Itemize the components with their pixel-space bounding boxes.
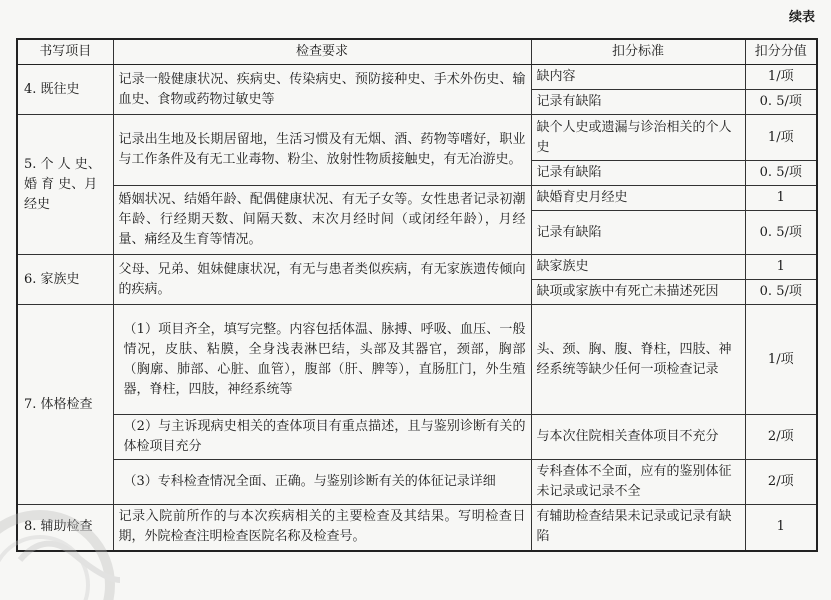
item-physical-exam: 7. 体格检查: [17, 305, 113, 505]
deduction-cell: 缺项或家族中有死亡未描述死因: [531, 280, 745, 305]
table-row: [17, 305, 817, 415]
score-cell: 2/项: [745, 415, 817, 460]
header-item: 书写项目: [17, 39, 113, 65]
deduction-cell: 头、颈、胸、腹、脊柱，四肢、神经系统等缺少任何一项检查记录: [531, 305, 745, 415]
score-cell: 1: [745, 186, 817, 211]
score-cell: 1/项: [745, 115, 817, 161]
table-row: [17, 115, 817, 161]
requirement-cell: 记录一般健康状况、疾病史、传染病史、预防接种史、手术外伤史、输血史、食物或药物过敏史等: [113, 65, 531, 115]
deduction-cell: 记录有缺陷: [531, 90, 745, 115]
item-auxiliary-exam: 8. 辅助检查: [17, 505, 113, 551]
scoring-table: [16, 38, 818, 552]
deduction-cell: 有辅助检查结果未记录或记录有缺陷: [531, 505, 745, 551]
requirement-cell: （1）项目齐全，填写完整。内容包括体温、脉搏、呼吸、血压、一般情况，皮肤、粘膜，全身浅表淋巴结，头部及其器官，颈部，胸部（胸廓、肺部、心脏、血管），腹部（肝、脾等），直肠肛门，外生殖器，脊柱，四肢，神经系统等: [113, 305, 531, 415]
deduction-cell: 缺内容: [531, 65, 745, 90]
deduction-cell: 与本次住院相关查体项目不充分: [531, 415, 745, 460]
requirement-cell: （2）与主诉现病史相关的查体项目有重点描述，且与鉴别诊断有关的体检项目充分: [113, 415, 531, 460]
table-row: [17, 415, 817, 460]
score-cell: 1: [745, 255, 817, 280]
deduction-cell: 记录有缺陷: [531, 211, 745, 255]
item-family-history: 6. 家族史: [17, 255, 113, 305]
deduction-cell: 专科查体不全面，应有的鉴别体征未记录或记录不全: [531, 460, 745, 505]
requirement-cell: 父母、兄弟、姐妹健康状况，有无与患者类似疾病，有无家族遗传倾向的疾病。: [113, 255, 531, 305]
requirement-cell: 记录入院前所作的与本次疾病相关的主要检查及其结果。写明检查日期，外院检查注明检查医院名称及检查号。: [113, 505, 531, 551]
header-deduction: 扣分标准: [531, 39, 745, 65]
table-row: [17, 460, 817, 505]
header-requirement: 检查要求: [113, 39, 531, 65]
header-score: 扣分分值: [745, 39, 817, 65]
score-cell: 1/项: [745, 65, 817, 90]
item-personal-history: 5. 个 人 史、婚 育 史、月经史: [17, 115, 113, 255]
requirement-cell: 记录出生地及长期居留地，生活习惯及有无烟、酒、药物等嗜好，职业与工作条件及有无工业毒物、粉尘、放射性物质接触史，有无冶游史。: [113, 115, 531, 186]
score-cell: 0. 5/项: [745, 280, 817, 305]
table-row: [17, 65, 817, 90]
deduction-cell: 缺家族史: [531, 255, 745, 280]
table-row: [17, 505, 817, 551]
score-cell: 0. 5/项: [745, 211, 817, 255]
deduction-cell: 缺个人史或遗漏与诊治相关的个人史: [531, 115, 745, 161]
item-past-history: 4. 既往史: [17, 65, 113, 115]
score-cell: 0. 5/项: [745, 90, 817, 115]
header-row: [17, 39, 817, 65]
table-row: [17, 186, 817, 211]
score-cell: 0. 5/项: [745, 161, 817, 186]
scoring-table-container: [16, 38, 818, 552]
score-cell: 2/项: [745, 460, 817, 505]
table-row: [17, 255, 817, 280]
requirement-cell: 婚姻状况、结婚年龄、配偶健康状况、有无子女等。女性患者记录初潮年龄、行经期天数、间隔天数、末次月经时间（或闭经年龄），月经量、痛经及生育等情况。: [113, 186, 531, 255]
score-cell: 1: [745, 505, 817, 551]
deduction-cell: 记录有缺陷: [531, 161, 745, 186]
deduction-cell: 缺婚育史月经史: [531, 186, 745, 211]
continued-table-label: 续表: [788, 10, 815, 25]
score-cell: 1/项: [745, 305, 817, 415]
requirement-cell: （3）专科检查情况全面、正确。与鉴别诊断有关的体征记录详细: [113, 460, 531, 505]
